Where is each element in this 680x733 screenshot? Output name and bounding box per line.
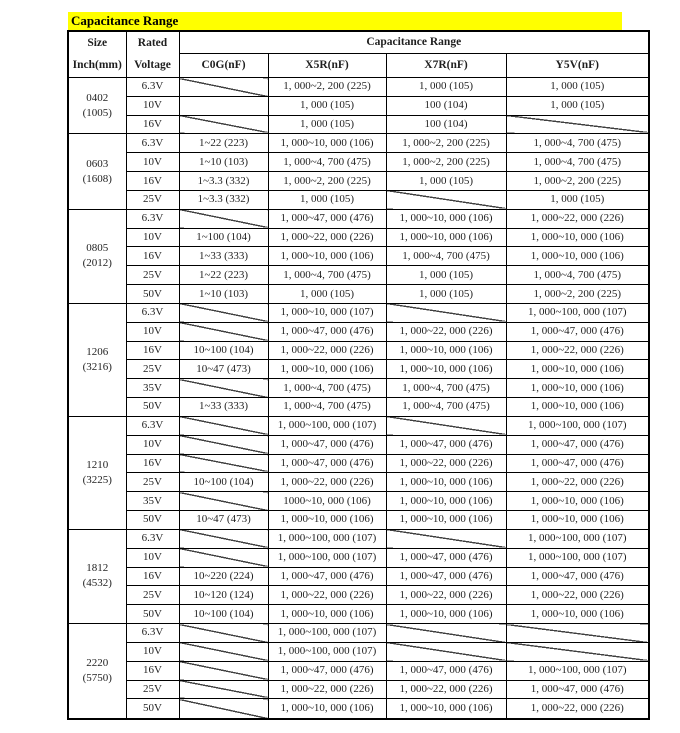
capacitance-cell: 1, 000~10, 000 (106) (386, 511, 506, 530)
table-row (68, 511, 649, 530)
voltage-cell: 16V (126, 247, 179, 266)
capacitance-cell: 1~22 (223) (179, 266, 268, 285)
capacitance-cell: 1, 000~22, 000 (226) (386, 586, 506, 605)
table-row (68, 115, 649, 134)
capacitance-cell: 1, 000~47, 000 (476) (506, 322, 649, 341)
voltage-cell: 16V (126, 454, 179, 473)
header-voltage-line2: Voltage (134, 59, 171, 72)
capacitance-cell: 1, 000 (105) (386, 285, 506, 304)
empty-cell-diagonal (179, 624, 268, 643)
capacitance-cell: 1~33 (333) (179, 247, 268, 266)
voltage-cell: 16V (126, 115, 179, 134)
capacitance-cell: 1, 000~10, 000 (106) (268, 134, 386, 153)
empty-cell-diagonal (506, 624, 649, 643)
capacitance-cell: 1, 000~22, 000 (226) (268, 680, 386, 699)
capacitance-cell: 1, 000~100, 000 (107) (506, 548, 649, 567)
empty-cell-diagonal (179, 680, 268, 699)
capacitance-cell: 10~220 (224) (179, 567, 268, 586)
voltage-cell: 25V (126, 586, 179, 605)
capacitance-cell: 1, 000~10, 000 (107) (268, 303, 386, 322)
empty-cell-diagonal (179, 303, 268, 322)
voltage-cell: 6.3V (126, 209, 179, 228)
size-cell (68, 209, 126, 303)
size-inch: 0402 (86, 91, 109, 104)
empty-cell-diagonal (179, 642, 268, 661)
capacitance-cell: 1~22 (223) (179, 134, 268, 153)
table-row (68, 605, 649, 624)
capacitance-cell: 10~120 (124) (179, 586, 268, 605)
empty-cell-diagonal (179, 416, 268, 435)
capacitance-cell: 1, 000 (105) (268, 96, 386, 115)
capacitance-cell: 1, 000~4, 700 (475) (386, 398, 506, 417)
size-cell (68, 416, 126, 529)
table-row (68, 285, 649, 304)
capacitance-cell: 1, 000~47, 000 (476) (506, 454, 649, 473)
capacitance-cell: 1, 000~4, 700 (475) (386, 379, 506, 398)
capacitance-cell: 1, 000~47, 000 (476) (268, 454, 386, 473)
capacitance-cell: 1, 000~22, 000 (226) (386, 680, 506, 699)
capacitance-cell: 1~3.3 (332) (179, 172, 268, 191)
capacitance-cell: 1, 000~10, 000 (106) (506, 398, 649, 417)
header-size-line2: Inch(mm) (72, 59, 122, 72)
size-mm: (4532) (82, 577, 112, 590)
capacitance-cell: 10~100 (104) (179, 605, 268, 624)
table-row (68, 303, 649, 322)
capacitance-cell: 1, 000~10, 000 (106) (386, 605, 506, 624)
capacitance-cell: 1, 000~10, 000 (106) (506, 360, 649, 379)
table-row (68, 190, 649, 209)
capacitance-cell: 1, 000~22, 000 (226) (506, 473, 649, 492)
capacitance-cell: 1, 000~10, 000 (106) (268, 699, 386, 719)
table-body (68, 78, 649, 719)
capacitance-cell: 1, 000~2, 200 (225) (506, 285, 649, 304)
capacitance-table (67, 30, 650, 720)
voltage-cell: 25V (126, 680, 179, 699)
table-row (68, 379, 649, 398)
capacitance-cell: 1, 000~10, 000 (106) (386, 228, 506, 247)
capacitance-cell: 1, 000~4, 700 (475) (268, 266, 386, 285)
capacitance-cell: 1, 000~10, 000 (106) (268, 247, 386, 266)
table-row (68, 548, 649, 567)
capacitance-cell: 1, 000~100, 000 (107) (268, 548, 386, 567)
capacitance-cell: 1, 000~47, 000 (476) (506, 680, 649, 699)
empty-cell-diagonal (179, 435, 268, 454)
header-rated-voltage (126, 31, 179, 78)
capacitance-cell: 1, 000~4, 700 (475) (506, 134, 649, 153)
voltage-cell: 16V (126, 341, 179, 360)
capacitance-cell: 1, 000~100, 000 (107) (506, 416, 649, 435)
voltage-cell: 50V (126, 398, 179, 417)
capacitance-cell: 1000~10, 000 (106) (268, 492, 386, 511)
capacitance-cell: 1, 000~2, 200 (225) (506, 172, 649, 191)
capacitance-cell: 100 (104) (386, 115, 506, 134)
empty-cell-diagonal (179, 548, 268, 567)
capacitance-cell: 1, 000~22, 000 (226) (386, 322, 506, 341)
capacitance-cell: 1, 000~47, 000 (476) (268, 322, 386, 341)
voltage-cell: 6.3V (126, 416, 179, 435)
voltage-cell: 25V (126, 266, 179, 285)
page-title (68, 12, 622, 30)
voltage-cell: 6.3V (126, 529, 179, 548)
table-row (68, 78, 649, 97)
capacitance-cell: 1, 000~22, 000 (226) (268, 341, 386, 360)
voltage-cell: 16V (126, 567, 179, 586)
capacitance-cell: 1, 000~100, 000 (107) (268, 416, 386, 435)
table-row (68, 134, 649, 153)
capacitance-cell: 1, 000~47, 000 (476) (386, 435, 506, 454)
capacitance-cell: 1, 000~47, 000 (476) (506, 567, 649, 586)
table-row (68, 699, 649, 719)
table-row (68, 624, 649, 643)
table-row (68, 435, 649, 454)
capacitance-cell: 1, 000~22, 000 (226) (506, 209, 649, 228)
table-row (68, 247, 649, 266)
table-row (68, 398, 649, 417)
capacitance-cell: 1, 000~10, 000 (106) (386, 699, 506, 719)
header-col-c0g: C0G(nF) (179, 54, 268, 78)
empty-cell-diagonal (386, 416, 506, 435)
capacitance-cell: 1~33 (333) (179, 398, 268, 417)
capacitance-cell: 1, 000~22, 000 (226) (268, 586, 386, 605)
header-size-line1: Size (87, 36, 108, 49)
voltage-cell: 10V (126, 96, 179, 115)
voltage-cell: 6.3V (126, 624, 179, 643)
capacitance-cell: 1, 000 (105) (506, 96, 649, 115)
empty-cell (179, 96, 268, 115)
size-inch: 1206 (86, 345, 109, 358)
table-row (68, 228, 649, 247)
voltage-cell: 16V (126, 661, 179, 680)
capacitance-cell: 1, 000~10, 000 (106) (506, 605, 649, 624)
capacitance-cell: 1, 000~2, 200 (225) (268, 78, 386, 97)
table-row (68, 153, 649, 172)
capacitance-cell: 1, 000~10, 000 (106) (506, 228, 649, 247)
capacitance-cell: 1, 000~2, 200 (225) (386, 134, 506, 153)
capacitance-cell: 1, 000~100, 000 (107) (506, 529, 649, 548)
capacitance-cell: 1, 000~10, 000 (106) (268, 360, 386, 379)
voltage-cell: 10V (126, 228, 179, 247)
table-row (68, 266, 649, 285)
table-row (68, 454, 649, 473)
table-row (68, 341, 649, 360)
capacitance-cell: 1, 000~100, 000 (107) (268, 529, 386, 548)
table-row (68, 96, 649, 115)
capacitance-cell: 1~10 (103) (179, 153, 268, 172)
capacitance-cell: 1, 000~47, 000 (476) (386, 661, 506, 680)
capacitance-cell: 1, 000~4, 700 (475) (506, 153, 649, 172)
capacitance-cell: 1, 000~10, 000 (106) (268, 605, 386, 624)
capacitance-cell: 1, 000~22, 000 (226) (386, 454, 506, 473)
page-title-text: Capacitance Range (71, 13, 179, 28)
voltage-cell: 6.3V (126, 78, 179, 97)
voltage-cell: 6.3V (126, 134, 179, 153)
header-col-x7r: X7R(nF) (386, 54, 506, 78)
size-mm: (2012) (82, 257, 112, 270)
capacitance-cell: 10~100 (104) (179, 473, 268, 492)
voltage-cell: 10V (126, 322, 179, 341)
capacitance-cell: 1, 000~47, 000 (476) (386, 548, 506, 567)
capacitance-cell: 1, 000~10, 000 (106) (268, 511, 386, 530)
table-row (68, 661, 649, 680)
size-cell (68, 78, 126, 134)
capacitance-cell: 1, 000~4, 700 (475) (268, 398, 386, 417)
voltage-cell: 10V (126, 548, 179, 567)
empty-cell-diagonal (386, 529, 506, 548)
capacitance-cell: 1~100 (104) (179, 228, 268, 247)
capacitance-cell: 1, 000 (105) (506, 190, 649, 209)
size-mm: (3225) (82, 473, 112, 486)
size-cell (68, 134, 126, 209)
voltage-cell: 50V (126, 699, 179, 719)
header-capacitance-range: Capacitance Range (179, 31, 649, 54)
voltage-cell: 10V (126, 642, 179, 661)
capacitance-cell: 1, 000~47, 000 (476) (268, 435, 386, 454)
table-row (68, 416, 649, 435)
table-row (68, 680, 649, 699)
capacitance-cell: 1, 000~47, 000 (476) (506, 435, 649, 454)
table-row (68, 567, 649, 586)
size-inch: 0805 (86, 242, 109, 255)
capacitance-cell: 1, 000~22, 000 (226) (268, 473, 386, 492)
empty-cell-diagonal (179, 322, 268, 341)
table-row (68, 209, 649, 228)
size-cell (68, 303, 126, 416)
capacitance-cell: 1, 000~100, 000 (107) (268, 642, 386, 661)
voltage-cell: 50V (126, 605, 179, 624)
capacitance-cell: 1, 000~47, 000 (476) (268, 209, 386, 228)
capacitance-cell: 1~10 (103) (179, 285, 268, 304)
empty-cell-diagonal (179, 78, 268, 97)
voltage-cell: 25V (126, 473, 179, 492)
capacitance-cell: 1, 000 (105) (268, 115, 386, 134)
capacitance-cell: 1, 000~4, 700 (475) (268, 379, 386, 398)
table-row (68, 172, 649, 191)
size-inch: 2220 (86, 656, 109, 669)
capacitance-cell: 1, 000~22, 000 (226) (506, 699, 649, 719)
header-size (68, 31, 126, 78)
size-cell (68, 624, 126, 719)
voltage-cell: 50V (126, 511, 179, 530)
capacitance-cell: 1, 000~100, 000 (107) (506, 661, 649, 680)
capacitance-cell: 1, 000~22, 000 (226) (506, 341, 649, 360)
table-row (68, 642, 649, 661)
voltage-cell: 35V (126, 492, 179, 511)
size-mm: (3216) (82, 360, 112, 373)
capacitance-cell: 1, 000~47, 000 (476) (268, 567, 386, 586)
empty-cell-diagonal (179, 115, 268, 134)
empty-cell-diagonal (179, 454, 268, 473)
capacitance-cell: 1, 000~10, 000 (106) (506, 247, 649, 266)
capacitance-cell: 1, 000 (105) (268, 190, 386, 209)
capacitance-cell: 1, 000~10, 000 (106) (386, 209, 506, 228)
empty-cell-diagonal (179, 209, 268, 228)
capacitance-cell: 1, 000~10, 000 (106) (386, 492, 506, 511)
size-inch: 1812 (86, 562, 109, 575)
voltage-cell: 25V (126, 190, 179, 209)
empty-cell-diagonal (506, 115, 649, 134)
capacitance-cell: 1, 000 (105) (386, 266, 506, 285)
capacitance-cell: 10~100 (104) (179, 341, 268, 360)
capacitance-cell: 1, 000~10, 000 (106) (506, 511, 649, 530)
capacitance-cell: 1, 000~4, 700 (475) (268, 153, 386, 172)
capacitance-cell: 1, 000~100, 000 (107) (268, 624, 386, 643)
empty-cell-diagonal (506, 642, 649, 661)
capacitance-cell: 1, 000~10, 000 (106) (386, 360, 506, 379)
capacitance-cell: 1, 000~10, 000 (106) (506, 379, 649, 398)
capacitance-cell: 1, 000~22, 000 (226) (506, 586, 649, 605)
table-row (68, 529, 649, 548)
capacitance-cell: 10~47 (473) (179, 511, 268, 530)
table-row (68, 473, 649, 492)
voltage-cell: 16V (126, 172, 179, 191)
capacitance-cell: 100 (104) (386, 96, 506, 115)
capacitance-cell: 1, 000~4, 700 (475) (386, 247, 506, 266)
capacitance-cell: 1, 000~100, 000 (107) (506, 303, 649, 322)
capacitance-cell: 1, 000 (105) (268, 285, 386, 304)
size-inch: 0603 (86, 157, 109, 170)
empty-cell-diagonal (386, 190, 506, 209)
voltage-cell: 10V (126, 153, 179, 172)
capacitance-cell: 1, 000~10, 000 (106) (386, 341, 506, 360)
empty-cell-diagonal (179, 661, 268, 680)
empty-cell-diagonal (179, 492, 268, 511)
table-row (68, 360, 649, 379)
capacitance-cell: 1, 000 (105) (506, 78, 649, 97)
size-mm: (1608) (82, 172, 112, 185)
capacitance-cell: 1, 000~47, 000 (476) (386, 567, 506, 586)
empty-cell-diagonal (386, 624, 506, 643)
capacitance-cell: 1, 000~2, 200 (225) (268, 172, 386, 191)
empty-cell-diagonal (179, 529, 268, 548)
capacitance-cell: 1, 000~10, 000 (106) (386, 473, 506, 492)
capacitance-cell: 10~47 (473) (179, 360, 268, 379)
capacitance-cell: 1, 000 (105) (386, 78, 506, 97)
voltage-cell: 6.3V (126, 303, 179, 322)
voltage-cell: 50V (126, 285, 179, 304)
header-col-x5r: X5R(nF) (268, 54, 386, 78)
voltage-cell: 35V (126, 379, 179, 398)
capacitance-cell: 1, 000~47, 000 (476) (268, 661, 386, 680)
header-row-1 (68, 31, 649, 54)
empty-cell-diagonal (179, 699, 268, 719)
size-inch: 1210 (86, 458, 109, 471)
voltage-cell: 10V (126, 435, 179, 454)
capacitance-cell: 1, 000~10, 000 (106) (506, 492, 649, 511)
size-cell (68, 529, 126, 623)
capacitance-cell: 1, 000~22, 000 (226) (268, 228, 386, 247)
header-voltage-line1: Rated (137, 36, 168, 49)
size-mm: (1005) (82, 106, 112, 119)
table-row (68, 322, 649, 341)
capacitance-cell: 1, 000~4, 700 (475) (506, 266, 649, 285)
empty-cell-diagonal (386, 642, 506, 661)
empty-cell-diagonal (179, 379, 268, 398)
capacitance-cell: 1, 000~2, 200 (225) (386, 153, 506, 172)
size-mm: (5750) (82, 671, 112, 684)
table-row (68, 492, 649, 511)
table-row (68, 586, 649, 605)
empty-cell-diagonal (386, 303, 506, 322)
voltage-cell: 25V (126, 360, 179, 379)
capacitance-cell: 1~3.3 (332) (179, 190, 268, 209)
header-col-y5v: Y5V(nF) (506, 54, 649, 78)
capacitance-cell: 1, 000 (105) (386, 172, 506, 191)
